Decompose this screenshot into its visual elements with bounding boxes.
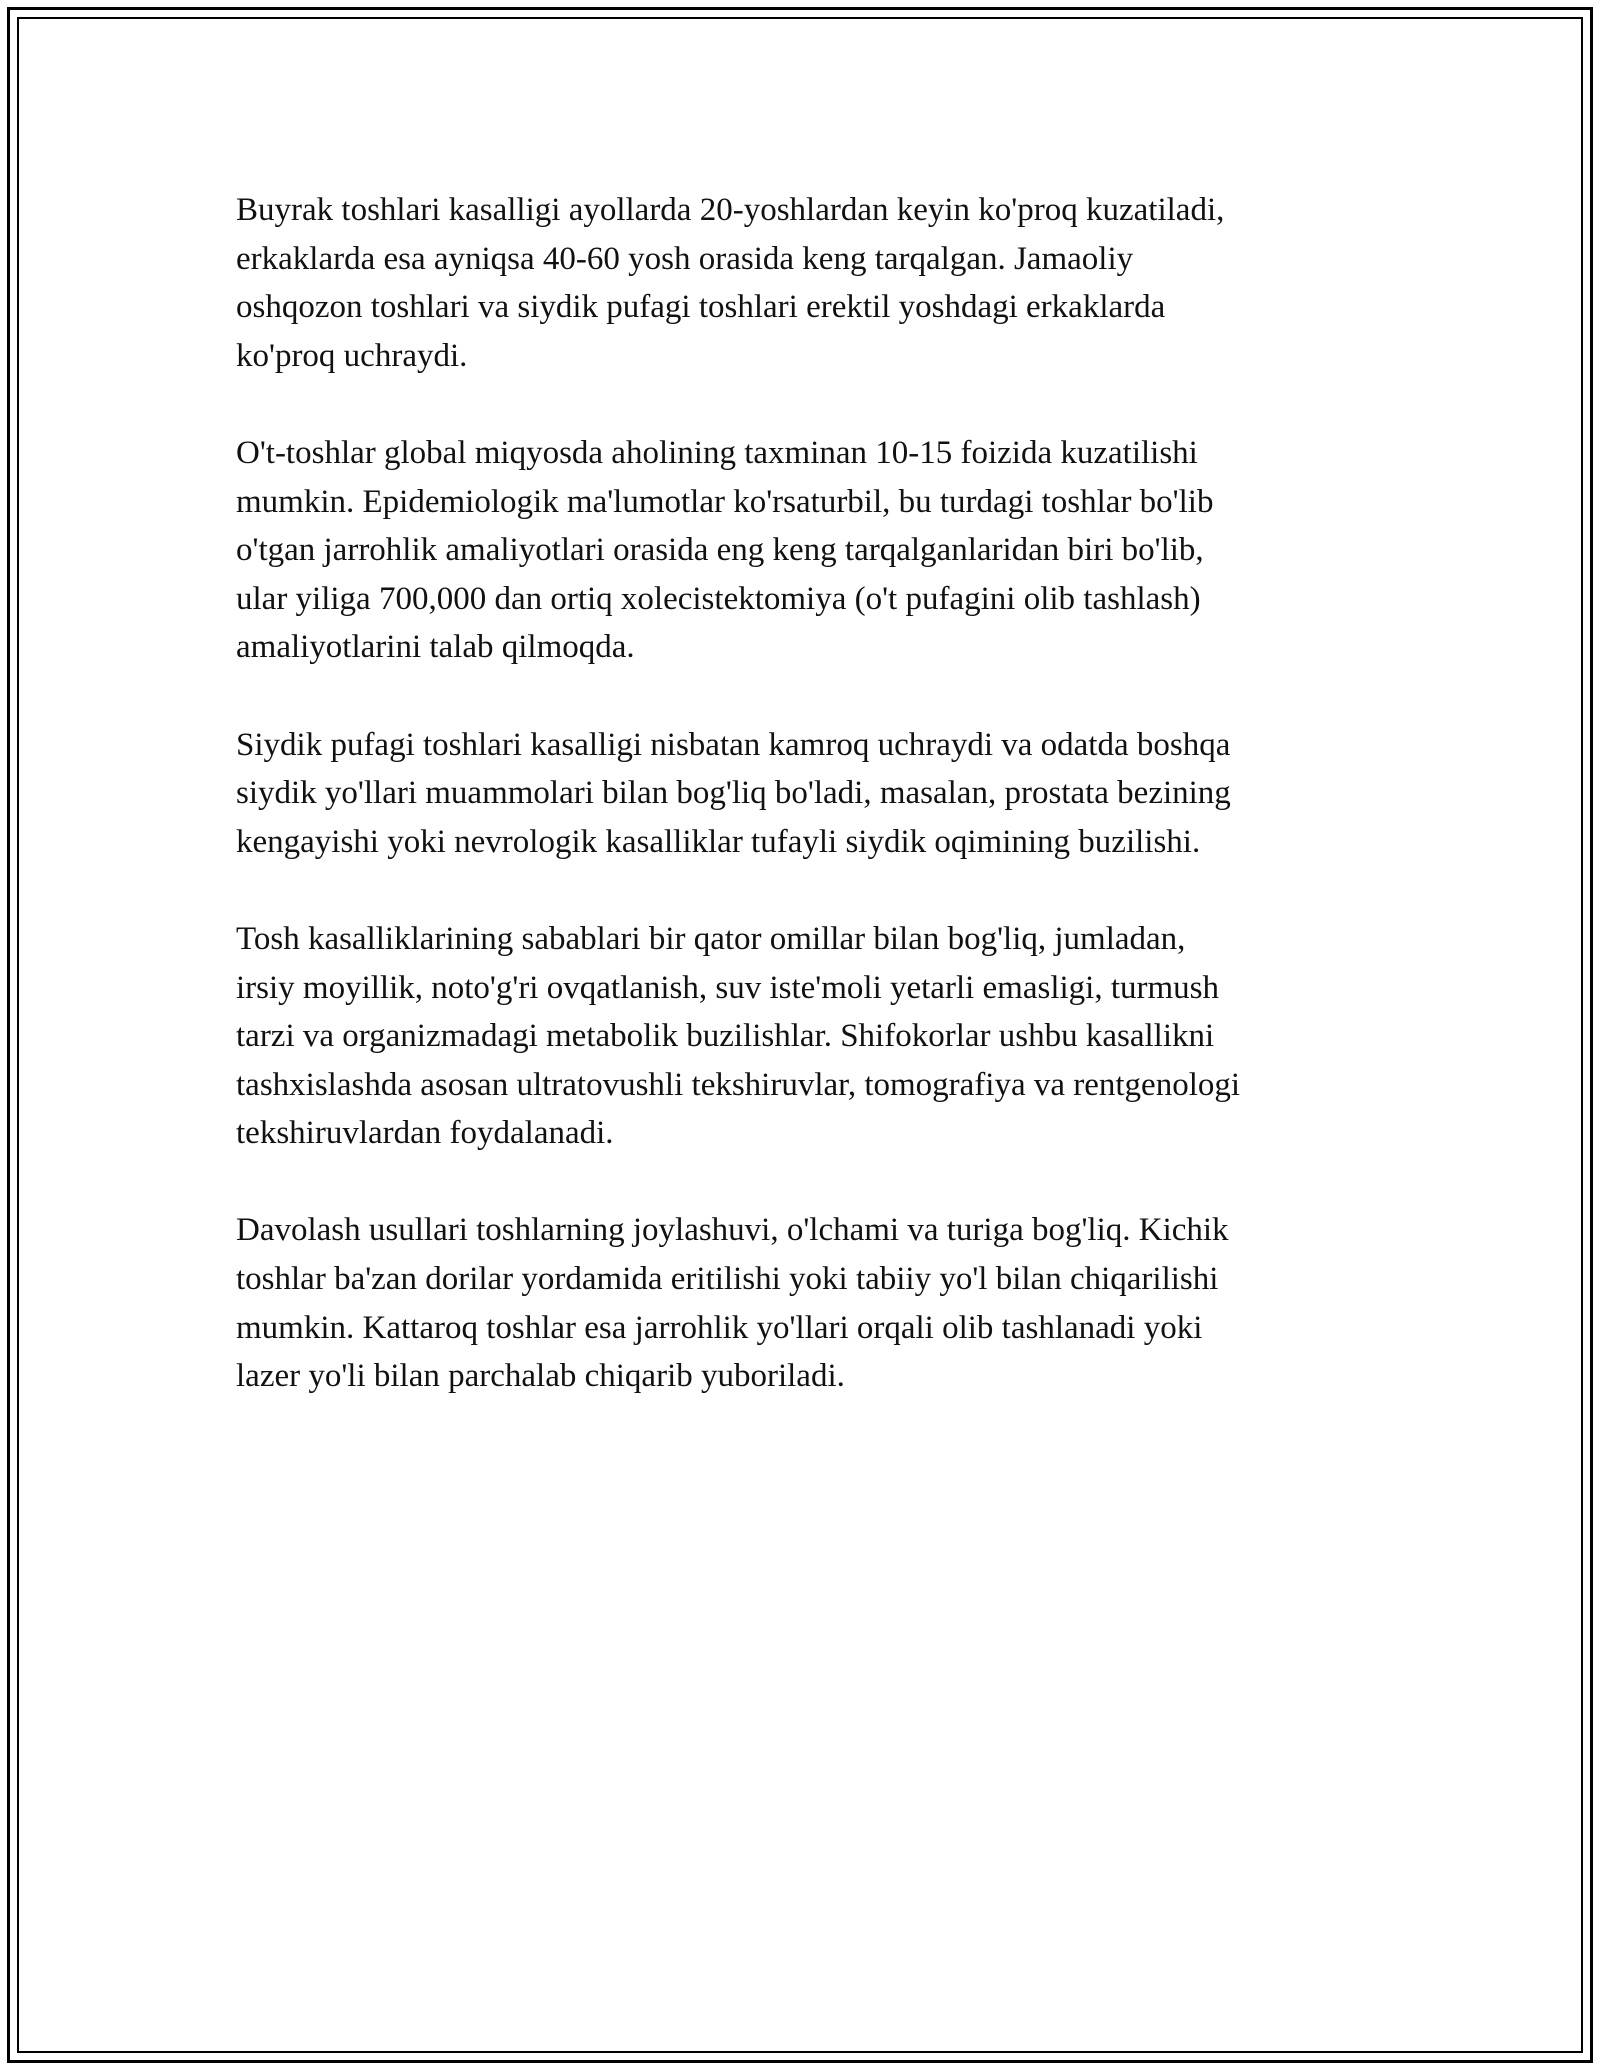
text-line: Siydik pufagi toshlari kasalligi nisbatan kamroq uchraydi va odatda boshqa (236, 726, 1231, 763)
text-line: siydik yo'llari muammolari bilan bog'liq bo'ladi, masalan, prostata bezining (236, 775, 1231, 812)
text-line: ko'proq uchraydi. (236, 337, 468, 374)
text-line: lazer yo'li bilan parchalab chiqarib yuboriladi. (236, 1358, 845, 1395)
text-line: tarzi va organizmadagi metabolik buzilishlar. Shifokorlar ushbu kasallikni (236, 1018, 1215, 1055)
text-line: irsiy moyillik, noto'g'ri ovqatlanish, suv iste'moli yetarli emasligi, turmush (236, 969, 1220, 1006)
text-line: tekshiruvlardan foydalanadi. (236, 1115, 614, 1152)
paragraph-2 (236, 429, 1366, 672)
text-line: mumkin. Kattaroq toshlar esa jarrohlik yo'llari orqali olib tashlanadi yoki (236, 1309, 1203, 1346)
text-line: ular yiliga 700,000 dan ortiq xolecistektomiya (o't pufagini olib tashlash) (236, 580, 1201, 617)
text-line: Davolash usullari toshlarning joylashuvi, o'lchami va turiga bog'liq. Kichik (236, 1212, 1229, 1249)
paragraph-3 (236, 721, 1366, 867)
paragraph-1 (236, 186, 1366, 380)
text-line: tashxislashda asosan ultratovushli tekshiruvlar, tomografiya va rentgenologi (236, 1066, 1241, 1103)
text-line: erkaklarda esa ayniqsa 40-60 yosh orasida keng tarqalgan. Jamaoliy (236, 240, 1134, 277)
text-line: mumkin. Epidemiologik ma'lumotlar ko'rsaturbil, bu turdagi toshlar bo'lib (236, 483, 1214, 520)
text-line: toshlar ba'zan dorilar yordamida eritilishi yoki tabiiy yo'l bilan chiqarilishi (236, 1261, 1219, 1298)
text-line: kengayishi yoki nevrologik kasalliklar tufayli siydik oqimining buzilishi. (236, 823, 1201, 860)
document-body (236, 186, 1366, 1449)
paragraph-4 (236, 915, 1366, 1158)
text-line: Tosh kasalliklarining sabablari bir qator omillar bilan bog'liq, jumladan, (236, 920, 1186, 957)
text-line: oshqozon toshlari va siydik pufagi toshlari erektil yoshdagi erkaklarda (236, 289, 1166, 326)
text-line: Buyrak toshlari kasalligi ayollarda 20-yoshlardan keyin ko'proq kuzatiladi, (236, 192, 1225, 228)
text-line: o'tgan jarrohlik amaliyotlari orasida eng keng tarqalganlaridan biri bo'lib, (236, 532, 1204, 569)
text-line: amaliyotlarini talab qilmoqda. (236, 629, 635, 666)
paragraph-5 (236, 1206, 1366, 1400)
text-line: O't-toshlar global miqyosda aholining taxminan 10-15 foizida kuzatilishi (236, 434, 1198, 471)
